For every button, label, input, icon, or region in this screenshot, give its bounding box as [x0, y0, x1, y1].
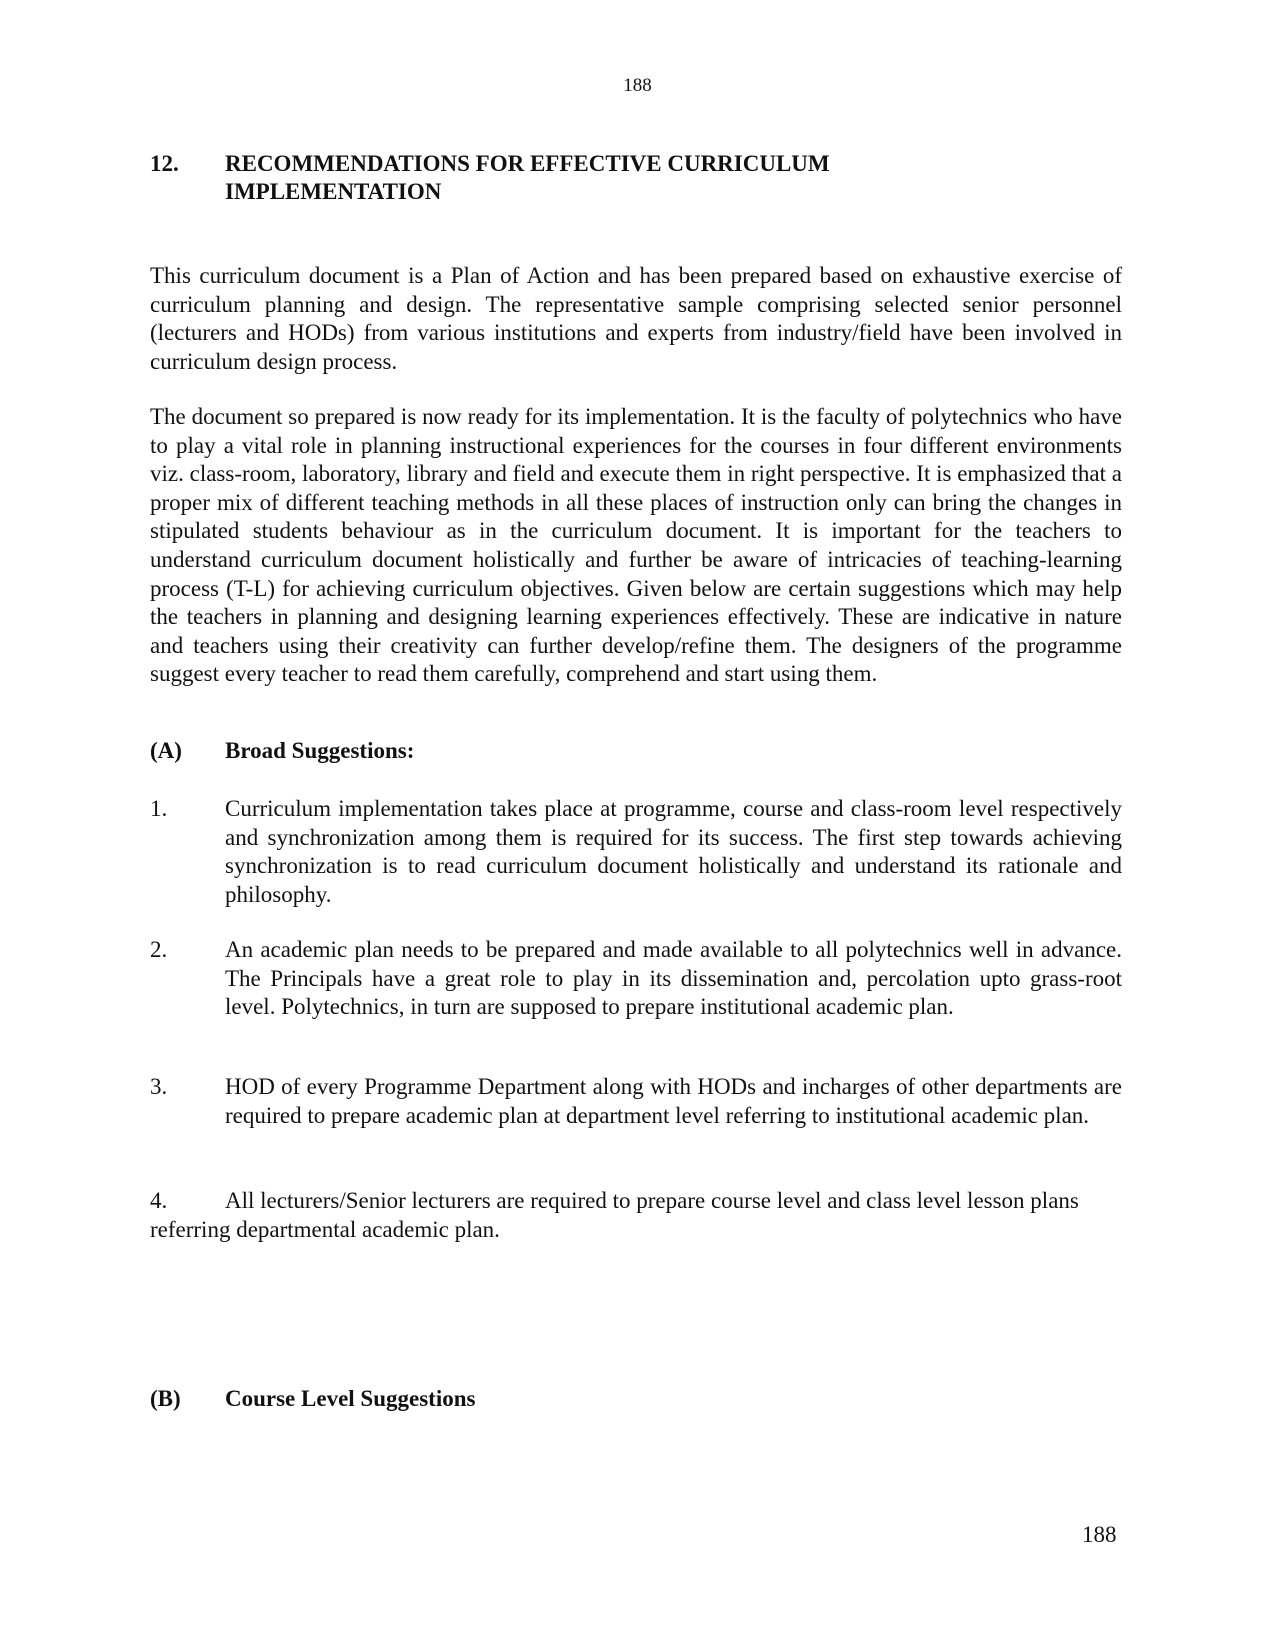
list-item: [150, 1187, 1110, 1244]
list-item-text: HOD of every Programme Department along with HODs and incharges of other departments are required to prepare academic plan at department level referring to institutional academic plan.: [225, 1074, 1122, 1128]
page-number-top: 188: [623, 75, 652, 96]
list-item-text: All lecturers/Senior lecturers are required to prepare course level and class level lesson plans referring departmental academic plan.: [150, 1188, 1079, 1242]
subsection-a-label: (A): [150, 738, 182, 763]
list-item-number: 3.: [150, 1074, 168, 1099]
intro-paragraph: This curriculum document is a Plan of Action and has been prepared based on exhaustive exercise of curriculum planning and design. The representative sample comprising selected senior personnel (lecturers and HODs) from various institutions and experts from industry/field have been involved in curriculum design process.: [150, 263, 1122, 374]
list-item-number: 2.: [150, 937, 168, 962]
list-item-text: An academic plan needs to be prepared and made available to all polytechnics well in advance. The Principals have a great role to play in its dissemination and, percolation upto grass-root level. Polytechnics, in turn are supposed to prepare institutional academic plan.: [225, 937, 1122, 1020]
subsection-b-label: (B): [150, 1386, 181, 1411]
list-item-number: 1.: [150, 796, 168, 821]
implementation-paragraph: The document so prepared is now ready for its implementation. It is the faculty of polytechnics who have to play a vital role in planning instructional experiences for the courses in four different environments viz. class-room, laboratory, library and field and execute them in right perspective. It is emphasized that a proper mix of different teaching methods in all these places of instruction only can bring the changes in stipulated students behaviour as in the curriculum document. It is important for the teachers to understand curriculum document holistically and further be aware of intricacies of teaching-learning process (T-L) for achieving curriculum objectives. Given below are certain suggestions which may help the teachers in planning and designing learning experiences effectively. These are indicative in nature and teachers using their creativity can further develop/refine them. The designers of the programme suggest every teacher to read them carefully, comprehend and start using them.: [150, 404, 1122, 687]
subsection-a-title: Broad Suggestions:: [225, 738, 415, 763]
section-title: RECOMMENDATIONS FOR EFFECTIVE CURRICULUM IMPLEMENTATION: [225, 151, 830, 204]
subsection-b-title: Course Level Suggestions: [225, 1386, 476, 1411]
section-number: 12.: [150, 151, 179, 176]
list-item-number: 4.: [150, 1188, 168, 1213]
page-number-bottom: 188: [1082, 1522, 1117, 1547]
list-item-text: Curriculum implementation takes place at programme, course and class-room level respectively and synchronization among them is required for its success. The first step towards achieving synchronization is to read curriculum document holistically and understand its rationale and philosophy.: [225, 796, 1122, 907]
